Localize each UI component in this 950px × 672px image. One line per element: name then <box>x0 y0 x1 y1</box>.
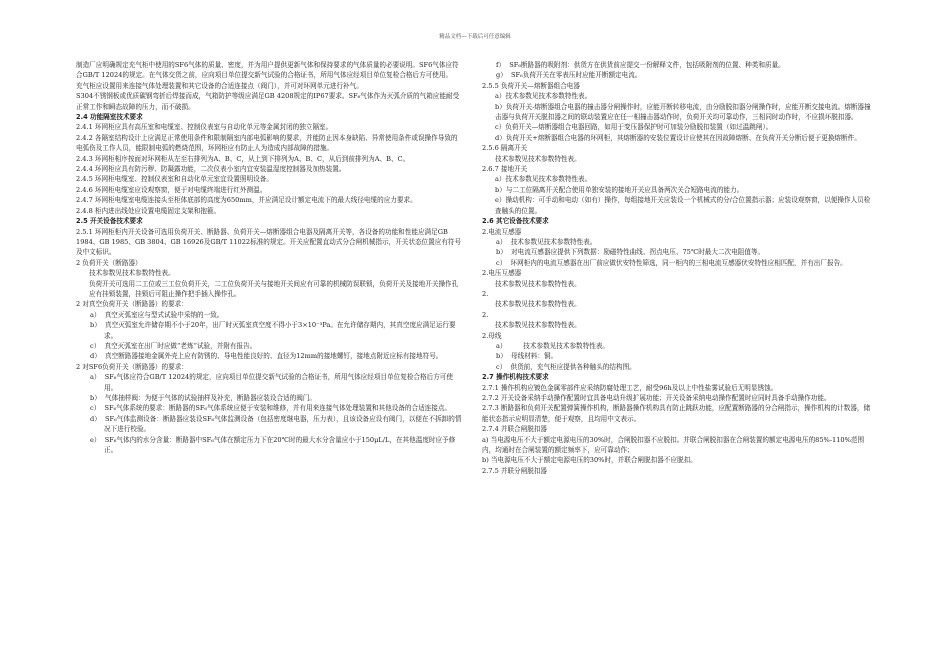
list-item-c: c） 真空灭弧室在出厂时应做“老炼”试验，并附有报告。 <box>90 341 257 350</box>
clause-2-5-5: 2.5.5 负荷开关—熔断器组合电器 <box>482 81 580 90</box>
list-item-c: c） 环网柜内的电流互感器在出厂前应做伏安特性筛选，同一柜内的三相电流互感器伏安特性应相匹配，并有出厂报告。 <box>496 258 847 267</box>
list-item-e: e）操动机构：可手动和电动（如有）操作，每组接地开关应装设一个机械式的分/合位置指示器；应装设观察窗，以便操作人员检查触头的位置。 <box>495 196 871 215</box>
list-item-e: e） SF₆气体内的水分含量：断路器中SF₆气体在额定压力下在20℃时的最大水分含量应小于150μL/L，在其他温度时应予修正。 <box>90 435 456 455</box>
clause-2-4-8: 2.4.8 柜内进出线处应设置电缆固定支架和抱箍。 <box>76 206 221 215</box>
section-heading-2-7: 2.7 操作机构技术要求 <box>482 373 549 382</box>
para-params: 技术参数见技术参数特性表。 <box>89 269 175 278</box>
clause-2-4-3: 2.4.3 环网柜相序按面对环网柜从左至右排列为A、B、C，从上到下排列为A、B、C，从后到前排列为A、B、C。 <box>76 154 410 163</box>
list-item-b: b）负荷开关-熔断器组合电器的撞击器分闸操作时，应能开断转移电流，由分励脱扣器分闸操作时，应能开断交接电流。熔断器撞击器与负荷开关脱扣器之间的联动装置应在任一相撞击器动作时，负荷开关均可靠动作，三相同时动作时，不应损坏脱扣器。 <box>495 102 871 122</box>
list-item-d: d） 真空断路器接地金属外壳上应有防锈的、导电性能良好的、直径为12mm的接地螺钉，接地点附近应标有接地符号。 <box>90 352 443 361</box>
list-item-b: b） 对电流互感器应提供下列数据：励磁特性曲线、拐点电压、75℃时最大二次电阻值等。 <box>496 248 765 257</box>
subheading-load-switch: 2 负荷开关（断路器） <box>76 258 142 267</box>
clause-2-7-2: 2.7.2 开关设备采纳手动操作配置时宜具备电动升级扩展功能；开关设备采纳电动操作配置时应同时具备手动操作功能。 <box>482 394 831 402</box>
clause-2-5-6: 2.5.6 隔离开关 <box>482 144 528 153</box>
clause-2-5-1: 2.5.1 环网柜柜内开关设备可选用负荷开关、断路器、负荷开关—熔断器组合电器及隔离开关等，各设备的功能和性能应满足GB 1984、GB 1985、GB 3804、GB 16926及GB/T 11022标准的规定。开关应配置直动式分合闸机械指示，开关状态位置应有符号及中文标识。 <box>76 227 462 257</box>
right-column <box>482 60 872 476</box>
clause-2-7-1: 2.7.1 操作机构应镀色金属零部件应采纳防腐处理工艺，耐受96h及以上中性盐雾试验后无明显锈蚀。 <box>482 383 778 392</box>
list-item-b: b) 当电源电压不大于额定电源电压的30%时，并联合闸脱扣器不应脱扣。 <box>482 456 697 465</box>
section-heading-2-5: 2.5 开关设备技术要求 <box>76 217 143 226</box>
list-item-b: b） 气体抽样阀：为便于气体的试验抽样及补充，断路器应装设合适的阀门。 <box>90 394 317 402</box>
para-1: 制造厂应明确规定充气柜中使用的SF6气体的质量、密度，并为用户提供更新气体和保持要求的气体质量的必要说明。SF6气体应符合GB/T 12024的规定。在气体交货之前，应向项目单位提交新气试验的合格证书，所用气体应经项目单位复检合格后方可使用。 <box>76 61 459 80</box>
left-column <box>76 60 462 455</box>
clause-2-4-5: 2.4.5 环网柜电缆室、控制仪表室和自动化单元室宜设置照明设备。 <box>76 175 273 184</box>
clause-2-7-5: 2.7.5 并联分闸脱扣器 <box>482 466 548 475</box>
section-heading-2-6: 2.6 其它设备技术要求 <box>482 217 549 226</box>
list-item-a: a） 技术参数见技术参数特性表。 <box>496 341 610 350</box>
list-item-a: a）技术参数见技术参数特性表。 <box>495 175 592 184</box>
subheading-vacuum: 2 对真空负荷开关（断路器）的要求： <box>76 300 188 309</box>
list-item-d: d） SF₆气体监测设备：断路器应装设SF₆气体监测设备（包括密度继电器，压力表），且该设备应设有阀门，以便在不拆卸的情况下进行校验。 <box>90 414 462 434</box>
list-item-a: a） SF₆气体应符合GB/T 12024的规定，应向项目单位提交新气试验的合格证书，所用气体应经项目单位复检合格后方可使用。 <box>90 373 453 392</box>
clause-2-4-2: 2.4.2 各隔室结构设计上应满足正常使用条件和限制隔室内部电弧影响的要求，并能防止因本身缺陷、异常使用条件或误操作导致的电弧伤及工作人员，能限制电弧的燃烧范围，环网柜应有防止人为造成内部故障的措施。 <box>76 133 458 153</box>
list-item-b: b） 真空灭弧室允许储存期不小于20年，出厂时灭弧室真空度不得小于3×10⁻³Pa。在允许储存期内，其真空度应满足运行要求。 <box>90 321 456 340</box>
subheading-voltage-transformer: 2.电压互感器 <box>482 269 522 278</box>
subheading-numbered: 2. <box>482 310 489 319</box>
clause-2-4-4: 2.4.4 环网柜应具有防污秽、防凝露功能，二次仪表小室内宜安装温湿度控制器及加热装置。 <box>76 165 346 174</box>
para-3: S304不锈钢板或优质碳钢弯折后焊接而成，气箱防护等级应满足GB 4208规定的IP67要求。SF₆气体作为灭弧介质的气箱应能耐受正常工作和瞬态故障的压力，而不破损。 <box>76 92 460 111</box>
list-item-c: c） 供货前，充气柜应提供各种触头的结构图。 <box>496 362 636 371</box>
clause-2-7-4: 2.7.4 并联合闸脱扣器 <box>482 425 548 434</box>
list-item-c: c）负荷开关—熔断器组合电器回路，如用于变压器保护时可加装分励脱扣装置（如过温跳闸）。 <box>495 123 773 132</box>
list-item-a: a） 真空灭弧室应与型式试验中采纳的一致。 <box>90 310 224 319</box>
list-item-b: b） 母线材料：铜。 <box>496 352 558 361</box>
clause-2-7-3: 2.7.3 断路器和负荷开关配置弹簧操作机构，断路器操作机构具有防止跳跃功能，应配置断路器的分合闸指示，操作机构的计数器，储能状态指示应明显清楚，便于观察，且均用中文表示。 <box>482 404 871 423</box>
clause-2-4-6: 2.4.6 环网柜电缆室应设观察窗，便于对电缆终端进行红外测温。 <box>76 185 267 194</box>
para-params: 技术参数见技术参数特性表。 <box>495 279 581 288</box>
para-params: 技术参数见技术参数特性表。 <box>495 154 581 163</box>
subheading-sf6: 2 对SF6负荷开关（断路器）的要求： <box>76 362 188 371</box>
page-header: 精品文档---下载后可任意编辑 <box>439 34 511 40</box>
list-item-f: f） SF₆断路器的吸附剂：供货方在供货前应提交一份解释文件，包括吸附剂的位置、种类和质量。 <box>496 61 785 69</box>
clause-2-6-7: 2.6.7 接地开关 <box>482 165 528 174</box>
subheading-numbered: 2. <box>482 289 489 298</box>
list-item-d: d）负荷开关+熔断器组合电器的环网柜，其熔断器的安装位置设计应使其在因故障熔断、在负荷开关分断后便于更换熔断件。 <box>495 133 861 142</box>
list-item-c: c） SF₆气体系统的要求：断路器的SF₆气体系统应便于安装和维修，并有用来连接气体处理装置和其他设备的合适连接点。 <box>90 404 452 413</box>
list-item-a: a）技术参数见技术参数特性表。 <box>495 92 592 101</box>
list-item-a: a） 技术参数见技术参数特性表。 <box>496 237 597 246</box>
list-item-a: a) 当电源电压不大于额定电源电压的30%时，合闸脱扣器不应脱扣。并联合闸脱扣器在合闸装置的额定电源电压的85%-110%范围内，均通时在合闸装置的额定频率下，应可靠动作； <box>482 435 865 455</box>
para-params: 技术参数见技术参数特性表。 <box>495 321 581 330</box>
list-item-g: g） SF₆负荷开关在零表压时应能开断额定电流。 <box>496 71 642 80</box>
para-load-switch: 负荷开关可选用二工位或三工位负荷开关，二工位负荷开关与接地开关间应有可靠的机械防误联锁，负荷开关及接地开关操作孔应有挂锁装置，挂锁后可阻止操作把手插入操作孔。 <box>89 279 459 298</box>
clause-2-4-7: 2.4.7 环网柜电缆室电缆连接头至柜体底部的高度为650mm，并应满足设计额定电流下的最大线径电缆的应力要求。 <box>76 196 417 205</box>
section-heading-2-4: 2.4 功能隔室技术要求 <box>76 113 143 122</box>
clause-2-4-1: 2.4.1 环网柜应具有高压室和电缆室、控制仪表室与自动化单元等金属封闭的独立隔室。 <box>76 123 333 132</box>
subheading-current-transformer: 2.电流互感器 <box>482 227 522 236</box>
para-2: 充气柜应设置用来连接气体处理装置和其它设备的合适连接点（阀门），并可对环网单元进行补气。 <box>76 81 363 90</box>
subheading-busbar: 2.母线 <box>482 331 502 340</box>
para-params: 技术参数见技术参数特性表。 <box>495 300 581 309</box>
list-item-b: b）与二工位隔离开关配合使用单独安装的接地开关应具备两次关合短路电流的能力。 <box>495 185 744 194</box>
